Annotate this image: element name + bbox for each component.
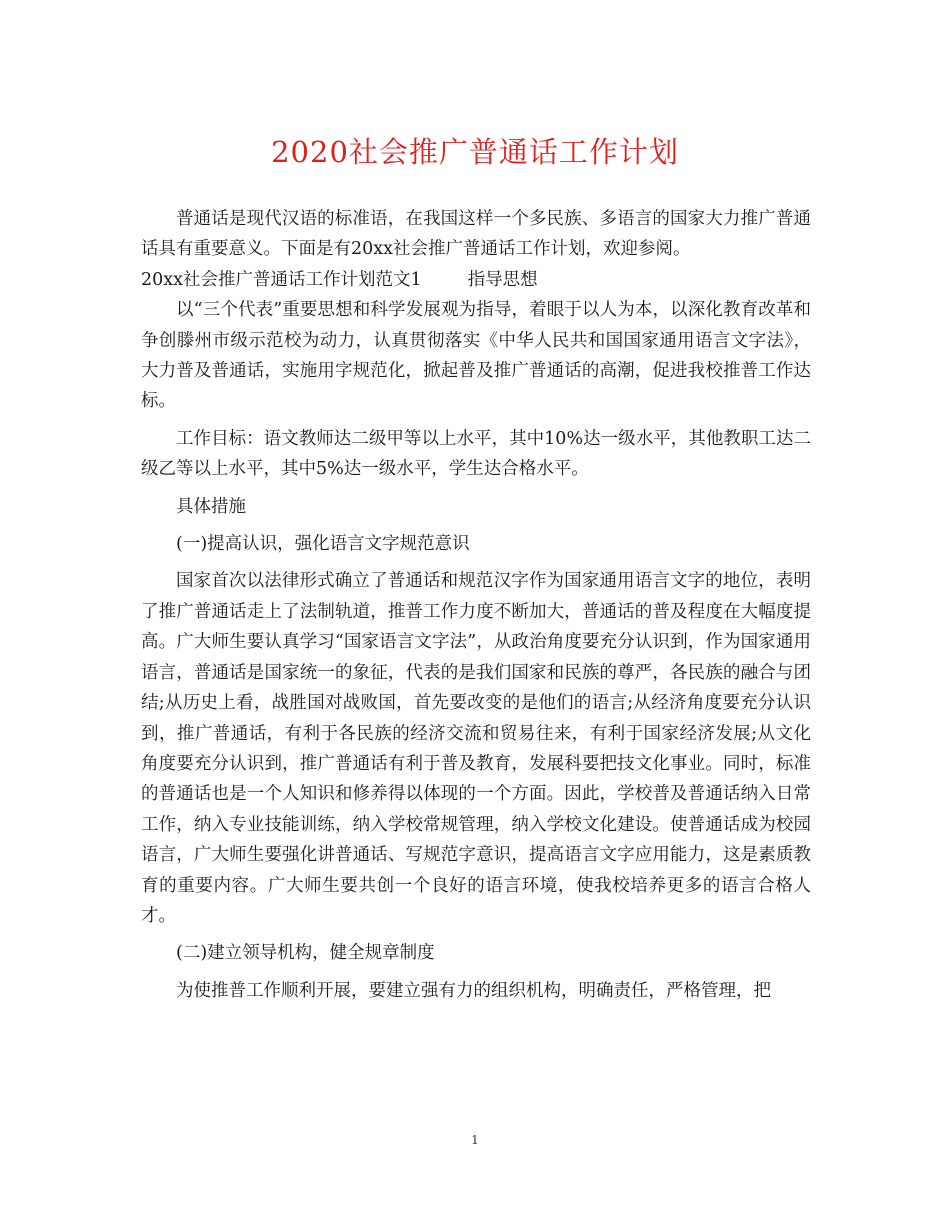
measures-heading: 具体措施 [176,496,246,517]
section-heading-subtitle: 指导思想 [467,269,538,290]
guiding-thought-paragraph: 以“三个代表”重要思想和科学发展观为指导，着眼于以人为本，以深化教育改革和争创滕州市级示范校为动力，认真贯彻落实《中华人民共和国国家通用语言文字法》，大力普及普通话，实施用字规范化，掀起普及推广普通话的高潮，促进我校推普工作达标。 [141,300,811,412]
document-body [141,204,811,1006]
document-title: 2020社会推广普通话工作计划 [271,135,679,169]
section-heading-line [141,265,811,295]
measure-one-heading: (一)提高认识，强化语言文字规范意识 [176,534,470,555]
intro-paragraph: 普通话是现代汉语的标准语，在我国这样一个多民族、多语言的国家大力推广普通话具有重要意义。下面是有20xx社会推广普通话工作计划，欢迎参阅。 [141,209,811,260]
measure-one-paragraph: 国家首次以法律形式确立了普通话和规范汉字作为国家通用语言文字的地位，表明了推广普通话走上了法制轨道，推普工作力度不断加大，普通话的普及程度在大幅度提高。广大师生要认真学习“国家语言文字法”，从政治角度要充分认识到，作为国家通用语言，普通话是国家统一的象征，代表的是我们国家和民族的尊严，各民族的融合与团结;从历史上看，战胜国对战败国，首先要改变的是他们的语言;从经济角度要充分认识到，推广普通话，有利于各民族的经济交流和贸易往来，有利于国家经济发展;从文化角度要充分认识到，推广普通话有利于普及教育，发展科要把技文化事业。同时，标准的普通话也是一个人知识和修养得以体现的一个方面。因此，学校普及普通话纳入日常工作，纳入专业技能训练，纳入学校常规管理，纳入学校文化建设。使普通话成为校园语言，广大师生要强化讲普通话、写规范字意识，提高语言文字应用能力，这是素质教育的重要内容。广大师生要共创一个良好的语言环境，使我校培养更多的语言合格人才。 [141,571,811,926]
section-heading-title: 20xx社会推广普通话工作计划范文1 [141,269,422,290]
work-goal-paragraph: 工作目标：语文教师达二级甲等以上水平，其中10%达一级水平，其他教职工达二级乙等以上水平，其中5%达一级水平，学生达合格水平。 [141,428,811,480]
measure-two-paragraph: 为使推普工作顺利开展，要建立强有力的组织机构，明确责任，严格管理，把 [176,980,771,1001]
page-number: 1 [471,1133,479,1147]
measure-two-heading: (二)建立领导机构，健全规章制度 [176,943,435,964]
